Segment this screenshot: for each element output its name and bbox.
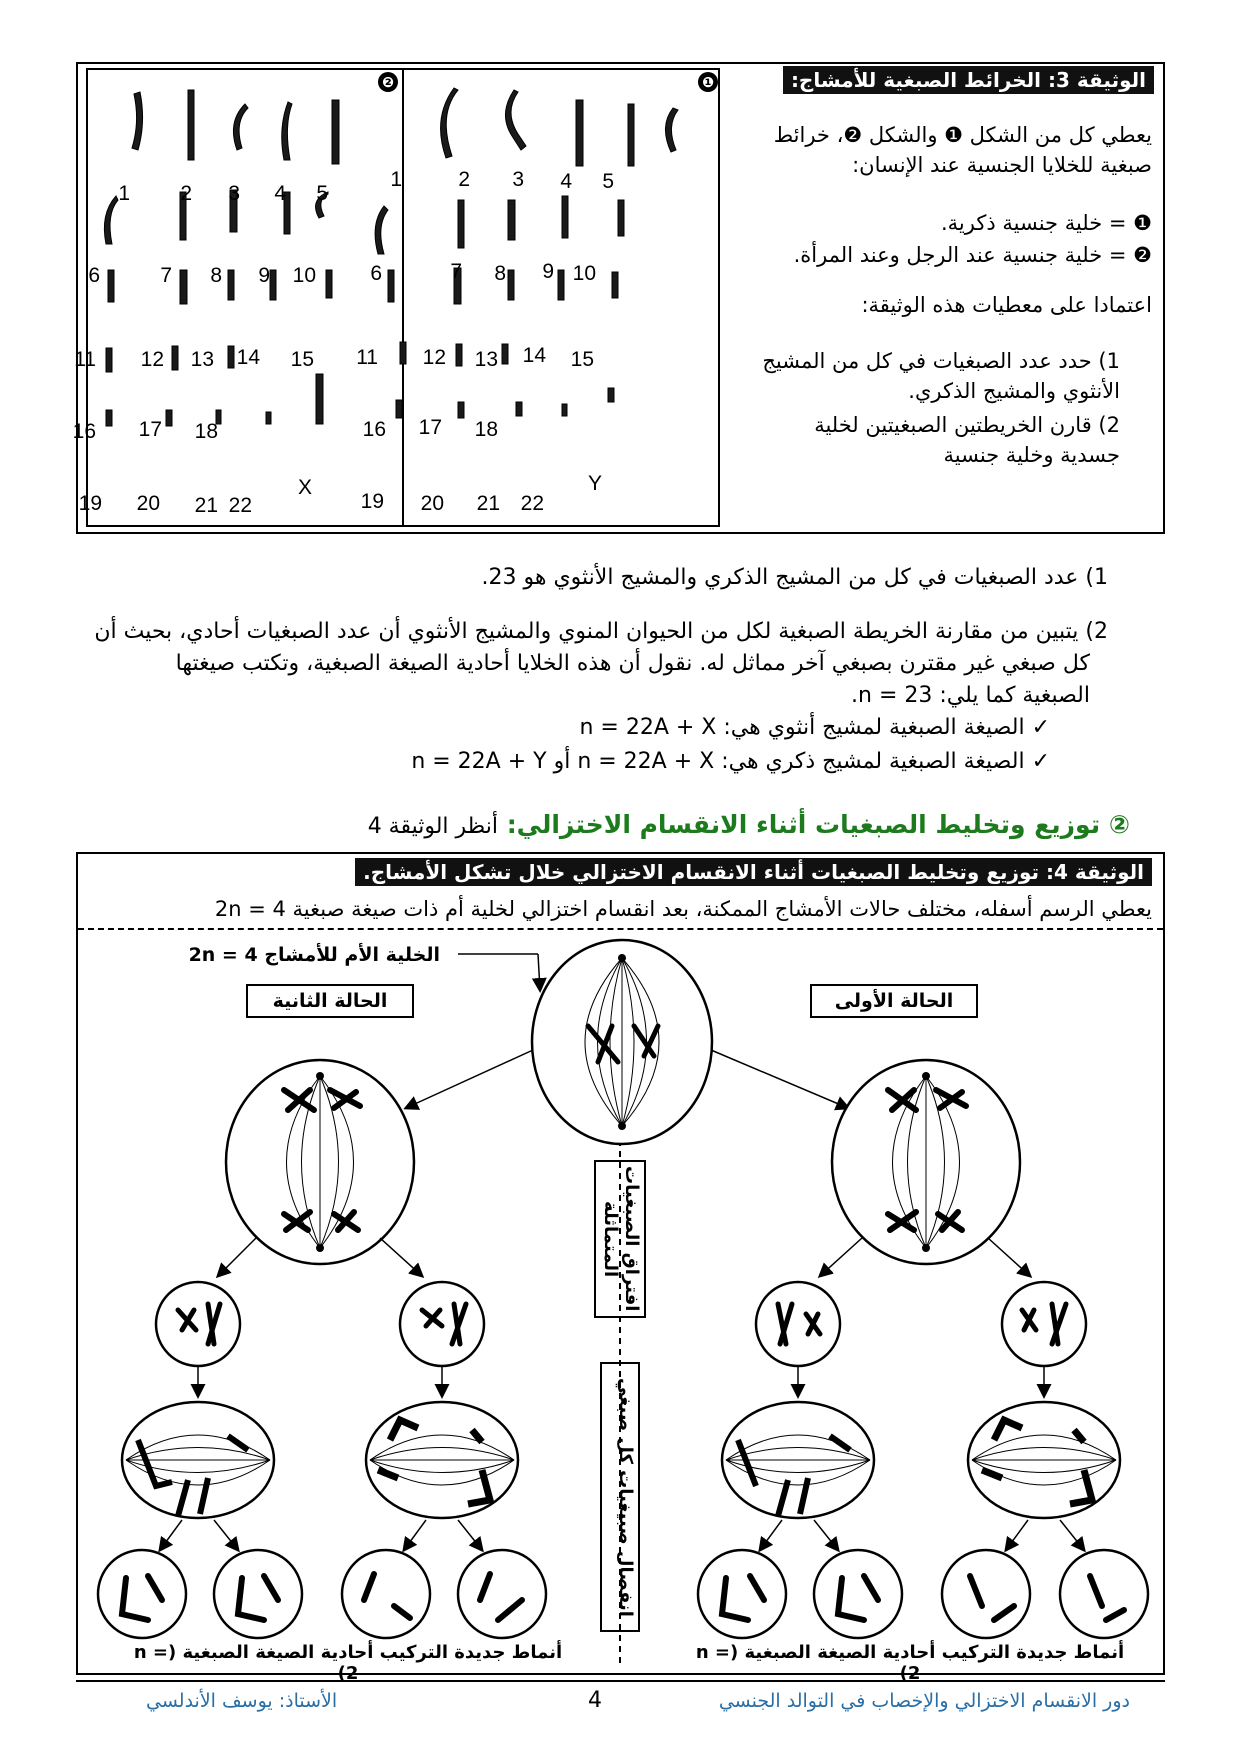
case-1-label: الحالة الأولى (810, 984, 978, 1018)
fig1-num-10: 10 (572, 262, 596, 285)
fig1-num-16: 16 (362, 418, 386, 441)
fig1-num-7: 7 (450, 260, 462, 283)
fig2-num-17: 17 (138, 418, 162, 441)
answer-bullet-2: ✓ الصيغة الصبغية لمشيج ذكري هي: n = 22A + X أو n = 22A + Y (411, 749, 1050, 774)
fig1-num-13: 13 (474, 348, 498, 371)
answer-2-line-2: كل صبغي غير مقترن بصبغي آخر مماثل له. نقول أن هذه الخلايا أحادية الصيغة الصبغية، وتكتب صيغتها (175, 651, 1090, 676)
fig1-num-14: 14 (522, 344, 546, 367)
fig1-num-17: 17 (418, 416, 442, 439)
fig1-num-3: 3 (512, 168, 524, 191)
fig2-num-11: 11 (74, 348, 96, 371)
fig2-num-20: 20 (136, 492, 160, 515)
fig2-num-8: 8 (210, 264, 222, 287)
mother-cell-label: الخلية الأم للأمشاج 4 = 2n (188, 944, 440, 966)
fig2-num-4: 4 (274, 182, 286, 205)
doc3-legend-1: ❶ = خلية جنسية ذكرية. (940, 211, 1152, 235)
fig2-num-3: 3 (228, 182, 240, 205)
case-2-label: الحالة الثانية (246, 984, 414, 1018)
answer-1: 1) عدد الصبغيات في كل من المشيج الذكري والمشيج الأنثوي هو 23. (481, 565, 1108, 590)
fig2-num-15: 15 (290, 348, 314, 371)
homolog-separation-label: افتراق الصبغيات المتماثلة (594, 1160, 646, 1318)
footer-teacher: الأستاذ: يوسف الأندلسي (146, 1690, 338, 1712)
doc3-intro: يعطي كل من الشكل ❶ والشكل ❷، خرائط صبغية للخلايا الجنسية عند الإنسان: (773, 123, 1152, 177)
fig1-num-6: 6 (370, 262, 382, 285)
chromatid-separation-label: انفصال صبيغيات كل صبغي (600, 1362, 640, 1632)
fig1-num-12: 12 (422, 346, 446, 369)
answer-bullet-1: ✓ الصيغة الصبغية لمشيج أنثوي هي: n = 22A + X (579, 715, 1050, 740)
answer-2-line-1: 2) يتبين من مقارنة الخريطة الصبغية لكل من الحيوان المنوي والمشيج الأنثوي أن عدد الصبغيات أحادي، بحيث أن (94, 619, 1108, 644)
fig1-num-2: 2 (458, 168, 470, 191)
doc3-question-2: 2) قارن الخريطتين الصبغيتين لخلية جسدية وخلية جنسية (814, 413, 1120, 467)
fig1-num-19: 19 (360, 490, 384, 513)
doc4-title: الوثيقة 4: توزيع وتخليط الصبغيات أثناء الانقسام الاختزالي خلال تشكل الأمشاج. (355, 858, 1152, 886)
mother-pointer-arrow (538, 954, 540, 990)
fig2-num-18: 18 (194, 420, 218, 443)
fig1-num-11: 11 (356, 346, 378, 369)
doc3-title: الوثيقة 3: الخرائط الصبغية للأمشاج: (783, 66, 1154, 94)
fig2-num-22: 22 (228, 494, 252, 517)
doc3-question-1: 1) حدد عدد الصبغيات في كل من المشيج الأنثوي والمشيج الذكري. (762, 349, 1120, 403)
fig2-num-6: 6 (88, 264, 100, 287)
mother-cell (532, 940, 712, 1144)
fig2-num-16: 16 (72, 420, 96, 443)
fig2-num-14: 14 (236, 346, 260, 369)
fig2-num-13: 13 (190, 348, 214, 371)
fig2-num-1: 1 (118, 182, 130, 205)
doc3-legend-2: ❷ = خلية جنسية عند الرجل وعند المرأة. (793, 243, 1152, 267)
fig1-num-21: 21 (476, 492, 500, 515)
fig2-num-9: 9 (258, 264, 270, 287)
footer-rule (76, 1680, 1165, 1682)
section-title-text: ② توزيع وتخليط الصبغيات أثناء الانقسام الاختزالي: (506, 810, 1130, 839)
meiosis-diagram (78, 930, 1163, 1670)
figure-2-chromosomes (104, 90, 339, 426)
fig2-sex-chromosome: X (297, 476, 312, 499)
fig2-num-19: 19 (78, 492, 102, 515)
fig1-num-18: 18 (474, 418, 498, 441)
doc3-based-on: اعتمادا على معطيات هذه الوثيقة: (861, 293, 1152, 317)
karyotype-figures (72, 70, 718, 525)
section-title (368, 810, 1130, 839)
result-left-label: أنماط جديدة التركيب أحادية الصيغة الصبغية (n = 2) (133, 1642, 563, 1684)
case-2-meiosis-1-cell (226, 1060, 414, 1264)
case-1-meiosis-1-cell (832, 1060, 1020, 1264)
figure-1-chromosomes (375, 88, 678, 418)
figure-2-marker: ❷ (382, 75, 394, 91)
answer-2-line-3: الصبغية كما يلي: 23 = n. (851, 683, 1090, 708)
fig1-num-20: 20 (420, 492, 444, 515)
figure-1-marker: ❶ (702, 75, 714, 91)
fig2-num-21: 21 (194, 494, 218, 517)
fig2-num-12: 12 (140, 348, 164, 371)
gamete-arrows (160, 1520, 1084, 1550)
fig2-num-2: 2 (180, 182, 192, 205)
footer-page-number: 4 (588, 1688, 602, 1713)
fig2-num-10: 10 (292, 264, 316, 287)
gametes (98, 1550, 1148, 1638)
daughter-chromosomes (178, 1304, 1066, 1344)
figure-1-numbers (356, 168, 614, 515)
down-arrows (198, 1366, 1044, 1396)
footer-course-title: دور الانقسام الاختزالي والإخصاب في التوالد الجنسي (718, 1690, 1130, 1712)
doc4-subtitle: يعطي الرسم أسفله، مختلف حالات الأمشاج الممكنة، بعد انقسام اختزالي لخلية أم ذات صيغة صبغية 4 = 2n (214, 897, 1152, 921)
fig1-num-9: 9 (542, 260, 554, 283)
fig1-num-15: 15 (570, 348, 594, 371)
fig1-num-4: 4 (560, 170, 572, 193)
result-right-label: أنماط جديدة التركيب أحادية الصيغة الصبغية (n = 2) (695, 1642, 1125, 1684)
fig1-num-5: 5 (602, 170, 614, 193)
fig1-num-1: 1 (390, 168, 402, 191)
fig2-num-7: 7 (160, 264, 172, 287)
fig2-num-5: 5 (316, 182, 328, 205)
fig1-num-22: 22 (520, 492, 544, 515)
section-see-doc: أنظر الوثيقة 4 (367, 814, 498, 839)
fig1-sex-chromosome: Y (587, 472, 602, 495)
fig1-num-8: 8 (494, 262, 506, 285)
